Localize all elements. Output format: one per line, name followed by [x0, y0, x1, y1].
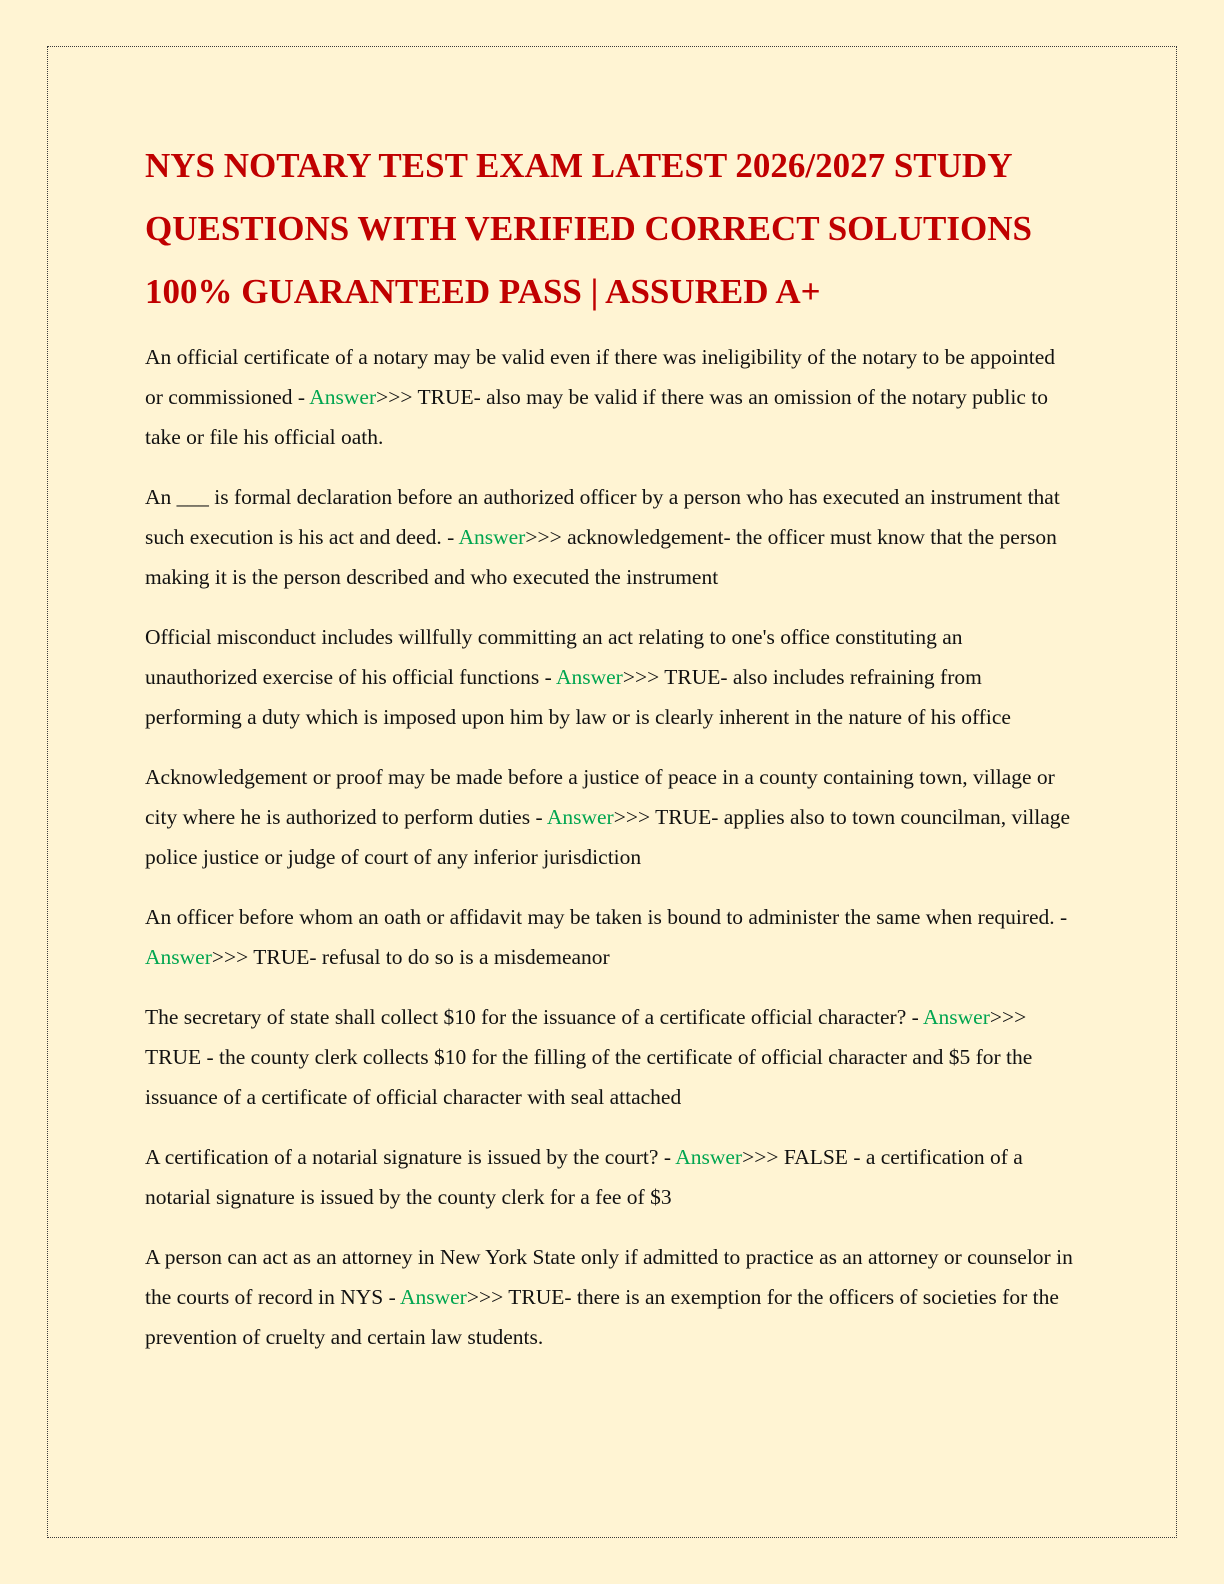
- answer-text: acknowledgement- the officer must know that the person making it is the person described and who executed the instrument: [145, 525, 1057, 589]
- question-text: An ___ is formal declaration before an authorized officer by a person who has executed an instrument that such execution is his act and deed. -: [145, 485, 1060, 549]
- qa-item: [145, 337, 1075, 457]
- qa-item: [145, 897, 1075, 977]
- question-text: The secretary of state shall collect $10 for the issuance of a certificate official character? -: [145, 1005, 923, 1029]
- qa-item: [145, 997, 1075, 1117]
- answer-text: FALSE - a certification of a notarial signature is issued by the county clerk for a fee of $3: [145, 1145, 1023, 1209]
- qa-item: [145, 1137, 1075, 1217]
- question-text: A person can act as an attorney in New York State only if admitted to practice as an attorney or counselor in the courts of record in NYS -: [145, 1245, 1073, 1309]
- answer-text: TRUE- also includes refraining from performing a duty which is imposed upon him by law or is clearly inherent in the nature of his office: [145, 665, 1011, 729]
- answer-label: Answer: [145, 945, 212, 969]
- answer-label: Answer: [675, 1145, 743, 1169]
- qa-item: [145, 617, 1075, 737]
- answer-label: Answer: [399, 1285, 467, 1309]
- answer-marker: >>>: [376, 385, 413, 409]
- qa-item: [145, 757, 1075, 877]
- answer-text: TRUE- there is an exemption for the officers of societies for the prevention of cruelty and certain law students.: [145, 1285, 1059, 1349]
- qa-item: [145, 1237, 1075, 1357]
- answer-marker: >>>: [742, 1145, 779, 1169]
- answer-marker: >>>: [989, 1005, 1027, 1029]
- question-text: A certification of a notarial signature is issued by the court? -: [145, 1145, 676, 1169]
- question-text: Official misconduct includes willfully committing an act relating to one's office constituting an unauthorized exercise of his official functions -: [145, 625, 963, 689]
- answer-label: Answer: [922, 1005, 990, 1029]
- answer-marker: >>>: [613, 805, 651, 829]
- document-title: NYS NOTARY TEST EXAM LATEST 2026/2027 STUDY QUESTIONS WITH VERIFIED CORRECT SOLUTIONS 100% GUARANTEED PASS | ASSURED A+: [145, 146, 1032, 311]
- qa-item: [145, 477, 1075, 597]
- question-text: An official certificate of a notary may be valid even if there was ineligibility of the notary to be appointed or commissioned -: [145, 345, 1056, 409]
- answer-text: TRUE- also may be valid if there was an omission of the notary public to take or file his official oath.: [145, 385, 1049, 449]
- answer-label: Answer: [309, 385, 377, 409]
- answer-text: TRUE - the county clerk collects $10 for the filling of the certificate of official character and $5 for the issuance of a certificate of official character with seal attached: [145, 1045, 1033, 1109]
- answer-marker: >>>: [466, 1285, 504, 1309]
- answer-label: Answer: [458, 525, 526, 549]
- answer-text: TRUE- refusal to do so is a misdemeanor: [248, 945, 610, 969]
- answer-marker: >>>: [525, 525, 562, 549]
- answer-text: TRUE- applies also to town councilman, village police justice or judge of court of any inferior jurisdiction: [145, 805, 1071, 869]
- answer-marker: >>>: [211, 945, 249, 969]
- question-text: Acknowledgement or proof may be made before a justice of peace in a county containing town, village or city where he is authorized to perform duties -: [145, 765, 1055, 829]
- document-body: [145, 134, 1075, 1377]
- answer-marker: >>>: [622, 665, 660, 689]
- answer-label: Answer: [546, 805, 614, 829]
- answer-label: Answer: [555, 665, 623, 689]
- question-text: An officer before whom an oath or affidavit may be taken is bound to administer the same when required. -: [145, 905, 1068, 929]
